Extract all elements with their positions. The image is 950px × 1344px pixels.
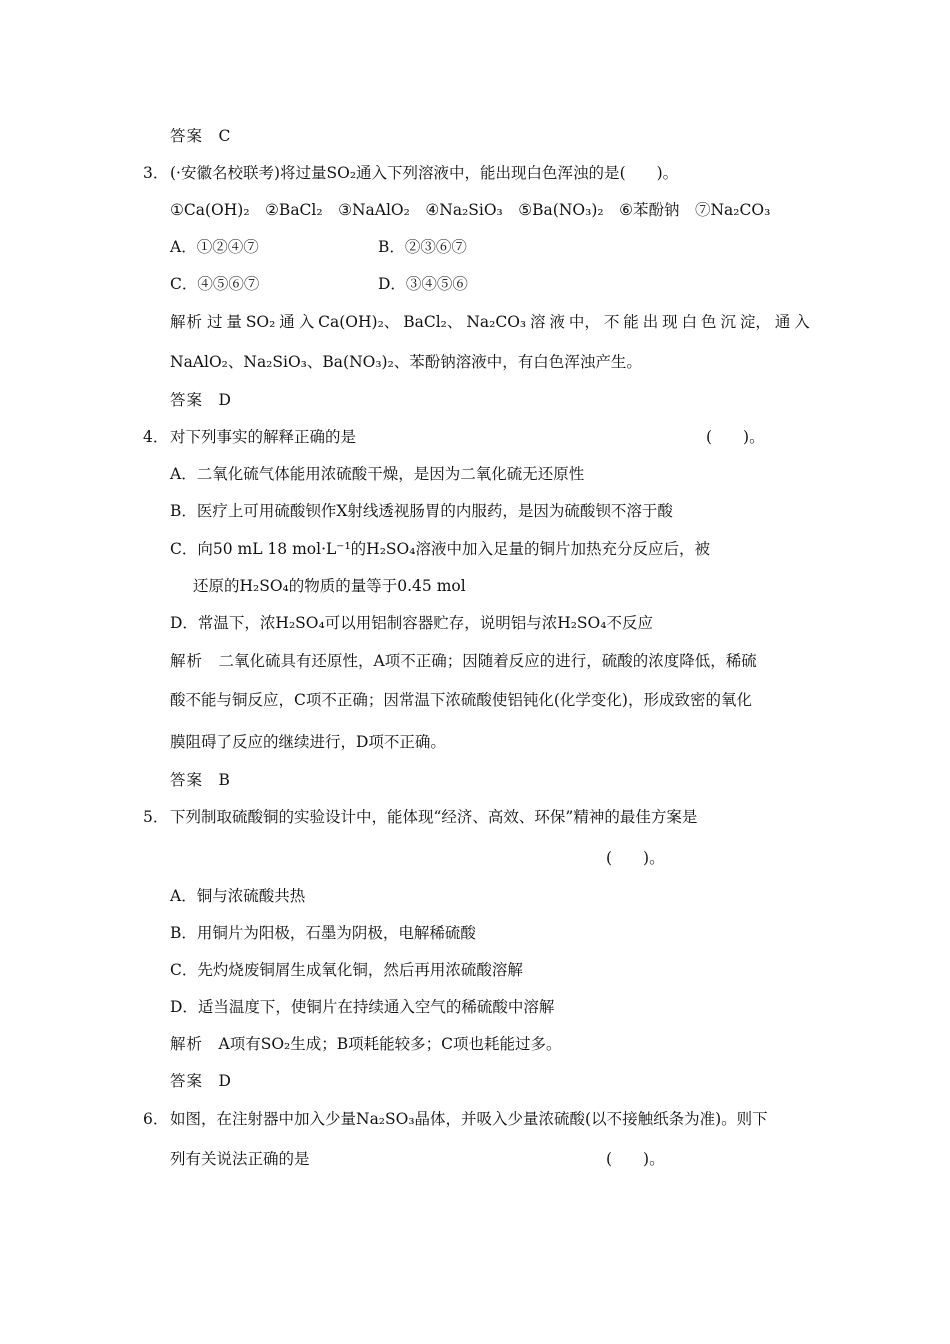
q4-answer-line (170, 768, 810, 792)
q3-options-row-2 (170, 272, 810, 296)
q5-paren-line (170, 846, 810, 870)
analysis-word: 通 (774, 313, 791, 331)
analysis-word: Na₂CO₃ (466, 313, 527, 331)
q3-analysis-line-2: NaAlO₂、Na₂SiO₃、Ba(NO₃)₂、苯酚钠溶液中，有白色浑浊产生。 (170, 353, 642, 371)
q6-stem-line-1: 如图，在注射器中加入少量Na₂SO₃晶体，并吸入少量浓硫酸(以不接触纸条为准)。则下 (170, 1110, 768, 1128)
answer-label: 答案 (170, 391, 204, 409)
answer-value: C (218, 127, 231, 145)
analysis-word: 能 (623, 313, 639, 331)
q4-option-a: A．二氧化硫气体能用浓硫酸干燥，是因为二氧化硫无还原性 (170, 465, 585, 483)
analysis-word: 量 (226, 313, 242, 331)
q4-analysis-line-1 (170, 649, 810, 673)
analysis-word: 中， (568, 313, 600, 331)
analysis-text: A项有SO₂生成；B项耗能较多；C项也耗能过多。 (218, 1035, 562, 1053)
analysis-word: SO₂ (245, 313, 276, 331)
analysis-word: 过 (206, 313, 223, 331)
answer-value: D (218, 391, 231, 409)
q3-items: ①Ca(OH)₂ ②BaCl₂ ③NaAlO₂ ④Na₂SiO₃ ⑤Ba(NO₃)₂ ⑥苯酚钠 ⑦Na₂CO₃ (170, 201, 771, 219)
q3-stem: (·安徽名校联考)将过量SO₂通入下列溶液中，能出现白色浑浊的是( )。 (170, 164, 679, 182)
q3-answer-line (170, 388, 810, 412)
option-a: A．①②④⑦ (170, 238, 259, 256)
question-number: 6． (143, 1110, 169, 1128)
question-number: 4． (143, 428, 169, 446)
option-c: C．④⑤⑥⑦ (170, 275, 260, 293)
answer-blank: ( )。 (606, 849, 665, 867)
answer-label: 答案 (170, 1072, 204, 1090)
q5-answer-line (170, 1069, 810, 1093)
q4-analysis-line-2: 酸不能与铜反应，C项不正确；因常温下浓硫酸使铝钝化(化学变化)，形成致密的氧化 (170, 691, 752, 709)
answer-value: B (218, 771, 230, 789)
q3-options-row-1 (170, 235, 810, 259)
q6-stem-line-2-text: 列有关说法正确的是 (170, 1150, 310, 1168)
analysis-word: 不 (603, 313, 620, 331)
q4-option-c-line-1: C．向50 mL 18 mol·L⁻¹的H₂SO₄溶液中加入足量的铜片加热充分反应后，被 (170, 540, 710, 558)
q5-option-c: C．先灼烧废铜屑生成氧化铜，然后再用浓硫酸溶解 (170, 961, 523, 979)
analysis-word: Ca(OH)₂、 (318, 313, 400, 331)
analysis-word: 出 (642, 313, 659, 331)
answer-value: D (218, 1072, 231, 1090)
q4-option-d: D．常温下，浓H₂SO₄可以用铝制容器贮存，说明铝与浓H₂SO₄不反应 (170, 614, 653, 632)
analysis-text: 二氧化硫具有还原性，A项不正确；因随着反应的进行，硫酸的浓度降低，稀硫 (218, 652, 757, 670)
q6-stem-line-2 (170, 1147, 810, 1171)
q4-analysis-line-3: 膜阻碍了反应的继续进行，D项不正确。 (170, 733, 446, 751)
q4-stem-line (170, 425, 810, 449)
q2-answer-line (170, 124, 810, 148)
q4-option-b: B．医疗上可用硫酸钡作X射线透视肠胃的内服药，是因为硫酸钡不溶于酸 (170, 502, 673, 520)
analysis-word: 淀， (739, 313, 771, 331)
option-b: B．②③⑥⑦ (378, 238, 467, 256)
analysis-word: 色 (701, 313, 717, 331)
q4-option-c-line-2: 还原的H₂SO₄的物质的量等于0.45 mol (193, 577, 466, 595)
q5-option-a: A．铜与浓硫酸共热 (170, 887, 306, 905)
q4-stem: 对下列事实的解释正确的是 (170, 428, 357, 446)
q5-option-d: D．适当温度下，使铜片在持续通入空气的稀硫酸中溶解 (170, 998, 555, 1016)
analysis-word: 溶 (530, 313, 546, 331)
answer-label: 答案 (170, 771, 204, 789)
analysis-label: 解析 (170, 1035, 204, 1053)
analysis-word: 液 (549, 313, 565, 331)
analysis-word: BaCl₂、 (403, 313, 463, 331)
answer-blank: ( )。 (606, 1150, 665, 1168)
q5-analysis-line (170, 1032, 810, 1056)
answer-label: 答案 (170, 127, 204, 145)
q5-stem: 下列制取硫酸铜的实验设计中，能体现“经济、高效、环保”精神的最佳方案是 (170, 808, 698, 826)
q3-analysis-line-1 (170, 310, 810, 334)
analysis-label: 解析 (170, 313, 204, 331)
analysis-word: 通 (279, 313, 295, 331)
question-number: 5． (143, 808, 169, 826)
analysis-word: 入 (298, 313, 315, 331)
analysis-word: 现 (662, 313, 678, 331)
analysis-word: 入 (794, 313, 810, 331)
analysis-word: 白 (681, 313, 698, 331)
answer-blank: ( )。 (706, 428, 765, 446)
analysis-label: 解析 (170, 652, 204, 670)
analysis-word: 沉 (720, 313, 736, 331)
q5-option-b: B．用铜片为阳极，石墨为阴极，电解稀硫酸 (170, 924, 476, 942)
question-number: 3． (143, 164, 169, 182)
option-d: D．③④⑤⑥ (378, 275, 468, 293)
